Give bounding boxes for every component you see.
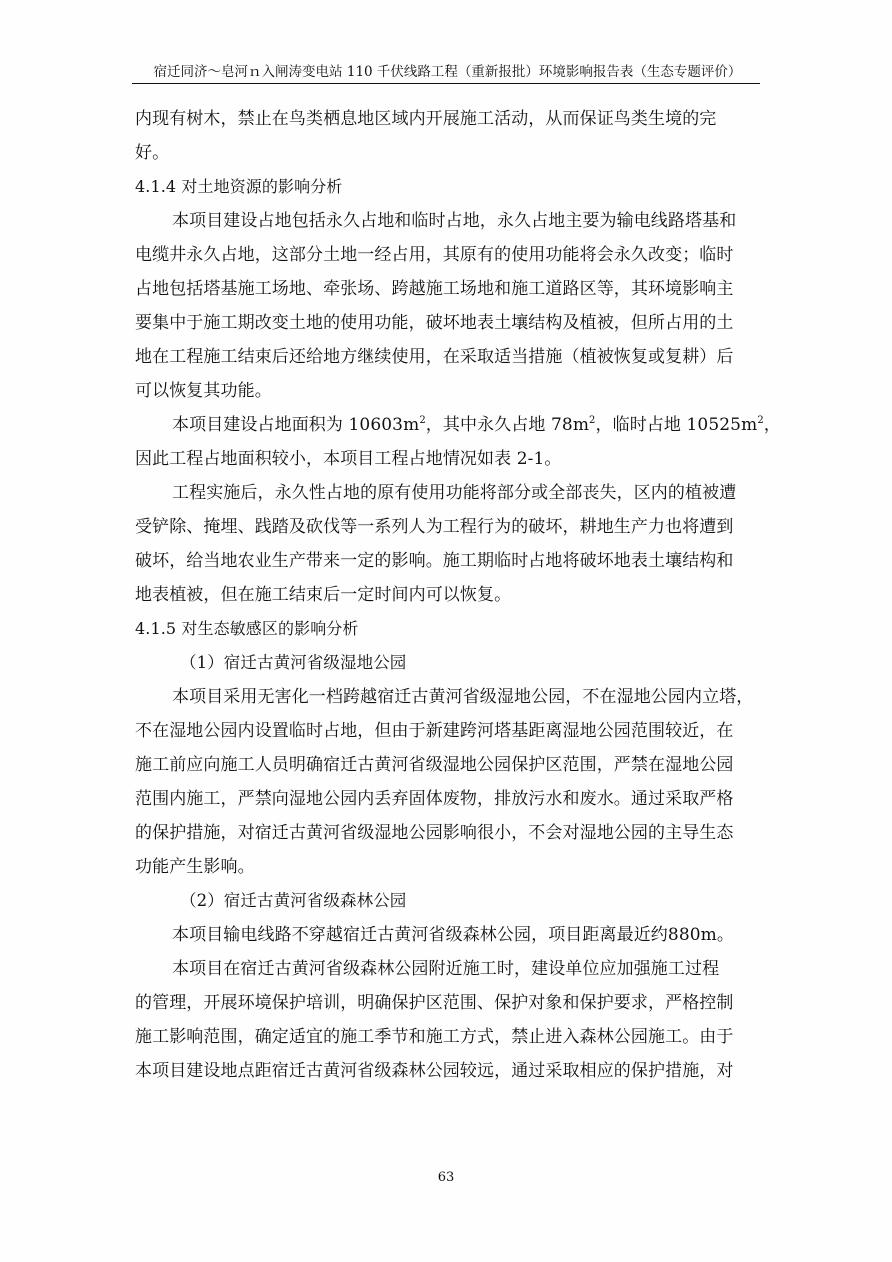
text-line: 因此工程占地面积较小，本项目工程占地情况如表 2-1。 xyxy=(135,449,562,469)
text-line: 功能产生影响。 xyxy=(135,857,255,877)
text-line: 地在工程施工结束后还给地方继续使用，在采取适当措施（植被恢复或复耕）后 xyxy=(135,347,734,367)
text-line: 的保护措施，对宿迁古黄河省级湿地公园影响很小，不会对湿地公园的主导生态 xyxy=(135,823,734,843)
section-heading-4-1-4: 4.1.4 对土地资源的影响分析 xyxy=(135,177,343,196)
text-line: 的管理，开展环境保护培训，明确保护区范围、保护对象和保护要求，严格控制 xyxy=(135,993,734,1013)
text-fragment: 本项目建设占地面积为 10603m xyxy=(172,415,420,435)
text-line: 本项目输电线路不穿越宿迁古黄河省级森林公园，项目距离最近约880m。 xyxy=(172,925,734,945)
page-number: 63 xyxy=(437,1170,455,1185)
page-body xyxy=(135,102,781,1088)
superscript-2: 2 xyxy=(419,415,426,426)
text-line: 占地包括塔基施工场地、牵张场、跨越施工场地和施工道路区等，其环境影响主 xyxy=(135,279,734,299)
text-line: 施工前应向施工人员明确宿迁古黄河省级湿地公园保护区范围，严禁在湿地公园 xyxy=(135,755,734,775)
text-line: 工程实施后，永久性占地的原有使用功能将部分或全部丧失，区内的植被遭 xyxy=(172,483,737,503)
text-line: 好。 xyxy=(135,143,170,163)
header-rule xyxy=(132,83,760,84)
text-fragment: ， xyxy=(763,415,781,435)
running-header: 宿迁同济～皂河ｎ入闸涛变电站 110 千伏线路工程（重新报批）环境影响报告表（生态专题评价） xyxy=(153,64,742,80)
text-line: 本项目建设占地包括永久占地和临时占地，永久占地主要为输电线路塔基和 xyxy=(172,211,737,231)
subsection-wetland-park: （1）宿迁古黄河省级湿地公园 xyxy=(180,653,407,672)
text-line: 电缆井永久占地，这部分土地一经占用，其原有的使用功能将会永久改变；临时 xyxy=(135,245,734,265)
text-line: 可以恢复其功能。 xyxy=(135,381,272,401)
text-line-with-area-values xyxy=(135,408,781,442)
text-line: 本项目在宿迁古黄河省级森林公园附近施工时，建设单位应加强施工过程 xyxy=(172,959,720,979)
text-fragment: ，其中永久占地 78m xyxy=(425,415,590,435)
text-line: 本项目建设地点距宿迁古黄河省级森林公园较远，通过采取相应的保护措施，对 xyxy=(135,1061,734,1081)
text-line: 要集中于施工期改变土地的使用功能，破坏地表土壤结构及植被，但所占用的土 xyxy=(135,313,734,333)
superscript-2: 2 xyxy=(589,415,596,426)
text-fragment: ，临时占地 10525m xyxy=(595,415,758,435)
text-line: 受铲除、掩埋、践踏及砍伐等一系列人为工程行为的破坏，耕地生产力也将遭到 xyxy=(135,517,734,537)
superscript-2: 2 xyxy=(757,415,764,426)
section-heading-4-1-5: 4.1.5 对生态敏感区的影响分析 xyxy=(135,619,359,638)
subsection-forest-park: （2）宿迁古黄河省级森林公园 xyxy=(180,891,407,910)
text-line: 不在湿地公园内设置临时占地，但由于新建跨河塔基距离湿地公园范围较近，在 xyxy=(135,721,734,741)
text-line: 范围内施工，严禁向湿地公园内丢弃固体废物，排放污水和废水。通过采取严格 xyxy=(135,789,734,809)
text-line: 内现有树木，禁止在鸟类栖息地区域内开展施工活动，从而保证鸟类生境的完 xyxy=(135,109,717,129)
text-line: 本项目采用无害化一档跨越宿迁古黄河省级湿地公园，不在湿地公园内立塔， xyxy=(172,687,754,707)
text-line: 破坏，给当地农业生产带来一定的影响。施工期临时占地将破坏地表土壤结构和 xyxy=(135,551,734,571)
text-line: 地表植被，但在施工结束后一定时间内可以恢复。 xyxy=(135,585,512,605)
text-line: 施工影响范围，确定适宜的施工季节和施工方式，禁止进入森林公园施工。由于 xyxy=(135,1027,734,1047)
